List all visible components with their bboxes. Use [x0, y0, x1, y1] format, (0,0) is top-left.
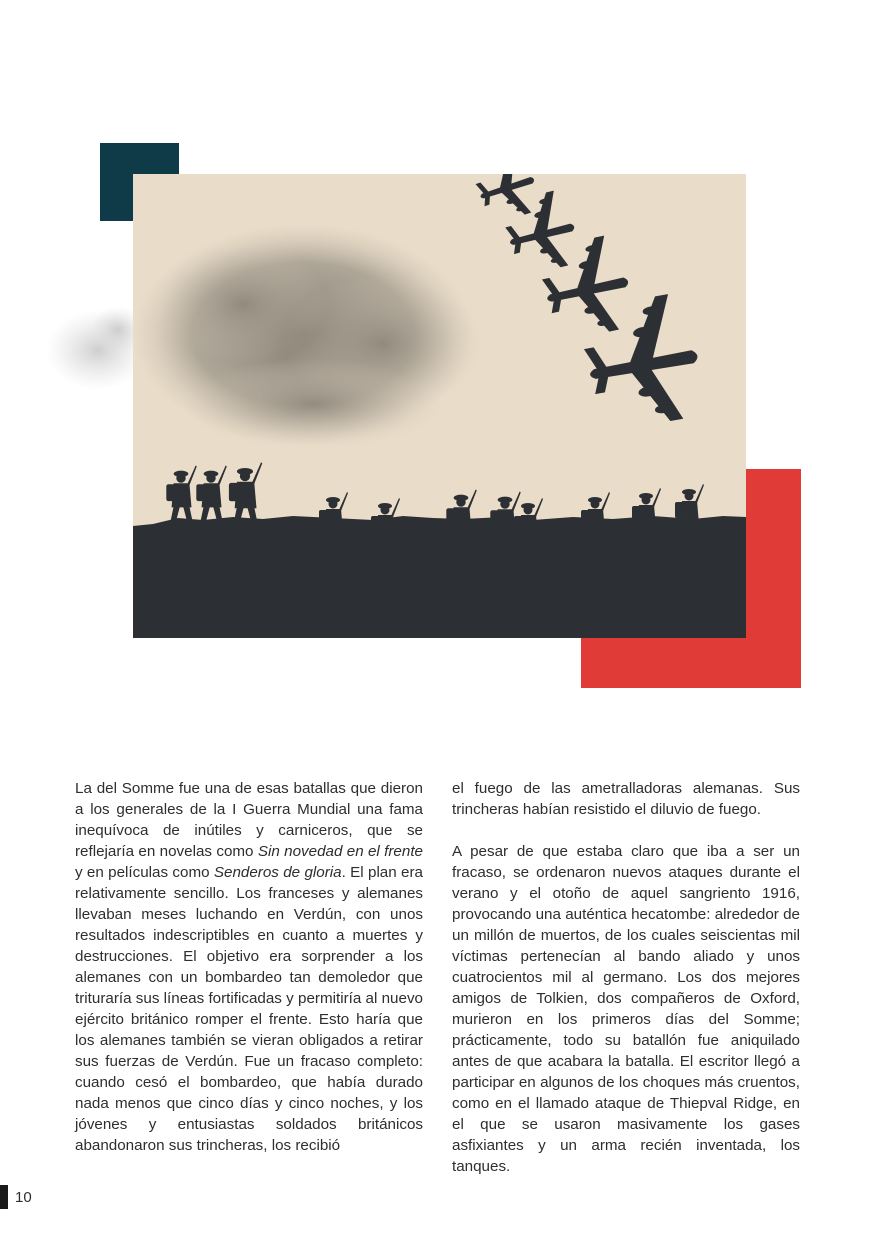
film-title: Senderos de gloria [213, 864, 342, 881]
body-text: La del Somme fue una de esas batallas que dieron a los generales de la I Guerra Mundial una fama inequívoca de inútiles y carniceros, que se reflejaría en novelas como [75, 780, 423, 860]
body-paragraph: el fuego de las ametralladoras alemanas. Sus trincheras habían resistido el diluvio de fuego. [452, 780, 800, 818]
body-text: y en películas como [75, 864, 214, 881]
body-paragraph: A pesar de que estaba claro que iba a ser un fracaso, se ordenaron nuevos ataques durante el verano y el otoño de aquel sangriento 1916, provocando una auténtica hecatombe: alrededor de un millón de muertos, de los cuales seiscientas mil víctimas pertenecían al bando aliado y unos cuatrocientos mil al germano. Los dos mejores amigos de Tolkien, dos compañeros de Oxford, murieron en los primeros días del Somme; prácticamente, todo su batallón fue aniquilado antes de que acabara la batalla. El escritor llegó a participar en algunos de los choques más cruentos, como en el llamado ataque de Thiepval Ridge, en el que se usaron masivamente los gases asfixiantes y un arma recién inventada, los tanques. [452, 843, 800, 1175]
novel-title: Sin novedad en el frente [257, 843, 423, 860]
folio-bar [0, 1185, 8, 1209]
bomber-plane-icon [469, 174, 707, 434]
body-text: . El plan era relativamente sencillo. Los franceses y alemanes llevaban meses luchando en Verdún, con unos resultados indescriptibles en cuanto a muertes y destrucciones. El objetivo era sorprender a los alemanes con un bombardeo tan demoledor que trituraría sus líneas fortificadas y permitiría al nuevo ejército británico romper el frente. Esto haría que los alemanes también se vieran obligados a retirar sus fuerzas de Verdún. Fue un fracaso completo: cuando cesó el bombardeo, que había durado nada menos que cinco días y cinco noches, y los jóvenes y entusiastas soldados británicos abandonaron sus trincheras, los recibió [75, 864, 423, 1154]
smoke-cloud-icon [133, 224, 483, 449]
smoke-cloud-icon [38, 295, 148, 395]
body-paragraph [75, 778, 423, 1156]
right-text-column [452, 778, 800, 1198]
battlefield-photo [133, 174, 746, 638]
left-text-column [75, 778, 423, 1177]
page-number: 10 [15, 1188, 32, 1206]
page-folio [0, 1185, 32, 1209]
